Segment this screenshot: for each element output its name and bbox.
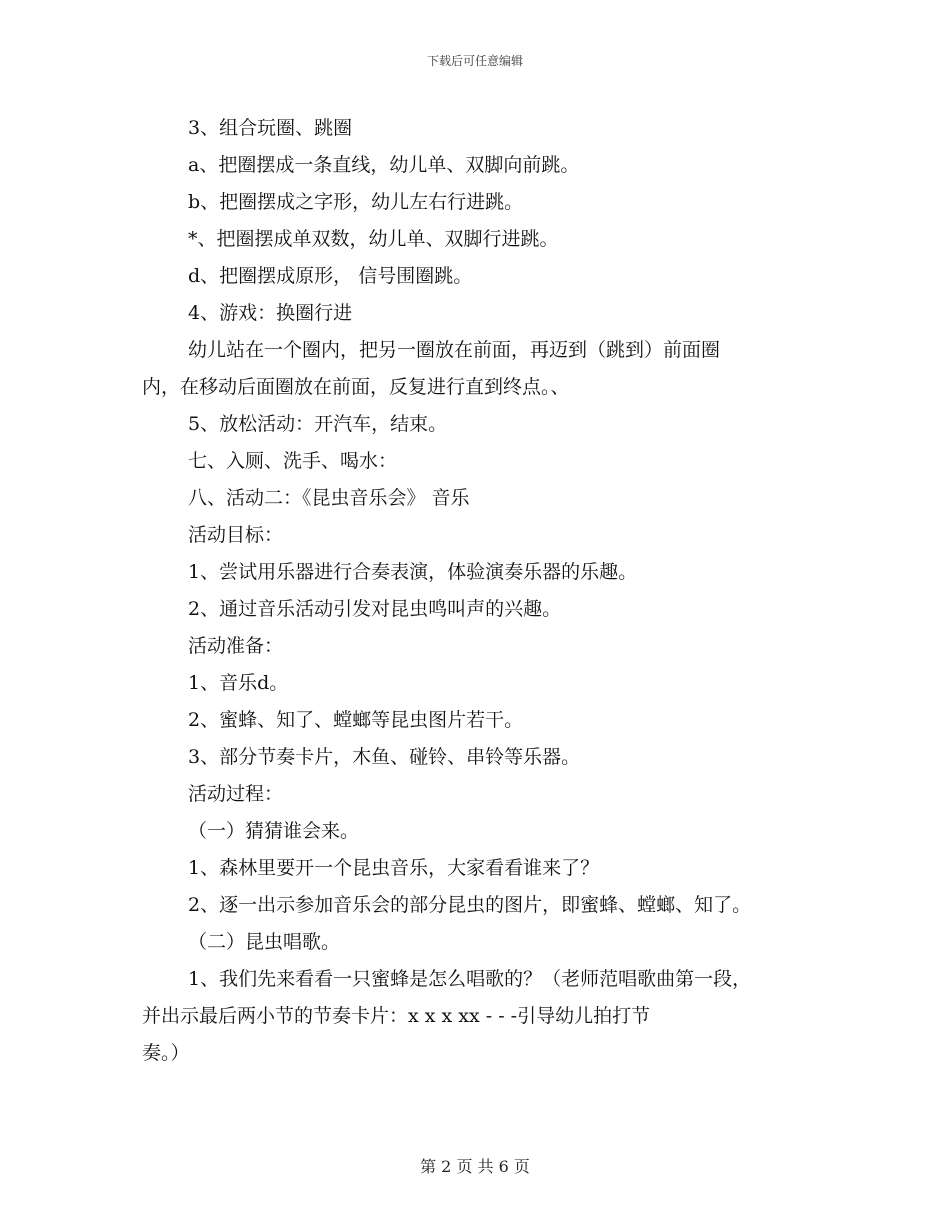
section-heading: 八、活动二：《昆虫音乐会》 音乐 [188, 487, 470, 509]
paragraph-line: 5、放松活动：开汽车，结束。 [188, 413, 448, 435]
paragraph-line: 2、蜜蜂、知了、螳螂等昆虫图片若干。 [188, 709, 524, 731]
paragraph-line: 3、组合玩圈、跳圈 [188, 117, 353, 139]
paragraph-line: 2、逐一出示参加音乐会的部分昆虫的图片，即蜜蜂、螳螂、知了。 [188, 894, 752, 916]
paragraph-line: （二）昆虫唱歌。 [188, 931, 341, 953]
paragraph-line: 2、通过音乐活动引发对昆虫鸣叫声的兴趣。 [188, 598, 562, 620]
page-header: 下载后可任意编辑 [426, 54, 523, 68]
subheading: 活动过程： [188, 783, 284, 805]
paragraph-line: b、把圈摆成之字形，幼儿左右行进跳。 [188, 191, 524, 213]
subheading: 活动准备： [188, 635, 284, 657]
paragraph-line: 内，在移动后面圈放在前面，反复进行直到终点。、 [142, 376, 570, 398]
paragraph-line: 1、我们先来看看一只蜜蜂是怎么唱歌的？（老师范唱歌曲第一段， [188, 968, 752, 990]
paragraph-line: 幼儿站在一个圈内，把另一圈放在前面，再迈到（跳到）前面圈 [188, 339, 721, 361]
subheading: 活动目标： [188, 524, 284, 546]
paragraph-line: 3、部分节奏卡片，木鱼、碰铃、串铃等乐器。 [188, 746, 581, 768]
paragraph-line: 1、尝试用乐器进行合奏表演，体验演奏乐器的乐趣。 [188, 561, 638, 583]
paragraph-line: 奏。） [142, 1042, 190, 1064]
page-footer: 第 2 页 共 6 页 [420, 1157, 530, 1176]
paragraph-line: d、把圈摆成原形， 信号围圈跳。 [188, 265, 473, 287]
paragraph-line: 并出示最后两小节的节奏卡片：x x x xx - - -引导幼儿拍打节 [142, 1005, 651, 1027]
paragraph-line: 4、游戏：换圈行进 [188, 302, 353, 324]
paragraph-line: *、把圈摆成单双数，幼儿单、双脚行进跳。 [188, 228, 559, 250]
document-body [142, 110, 822, 1072]
paragraph-line: a、把圈摆成一条直线，幼儿单、双脚向前跳。 [188, 154, 580, 176]
paragraph-line: （一）猜猜谁会来。 [188, 820, 360, 842]
paragraph-line: 1、音乐d。 [188, 672, 289, 694]
paragraph-line: 1、森林里要开一个昆虫音乐，大家看看谁来了？ [188, 857, 600, 879]
paragraph-line: 七、入厕、洗手、喝水： [188, 450, 398, 472]
